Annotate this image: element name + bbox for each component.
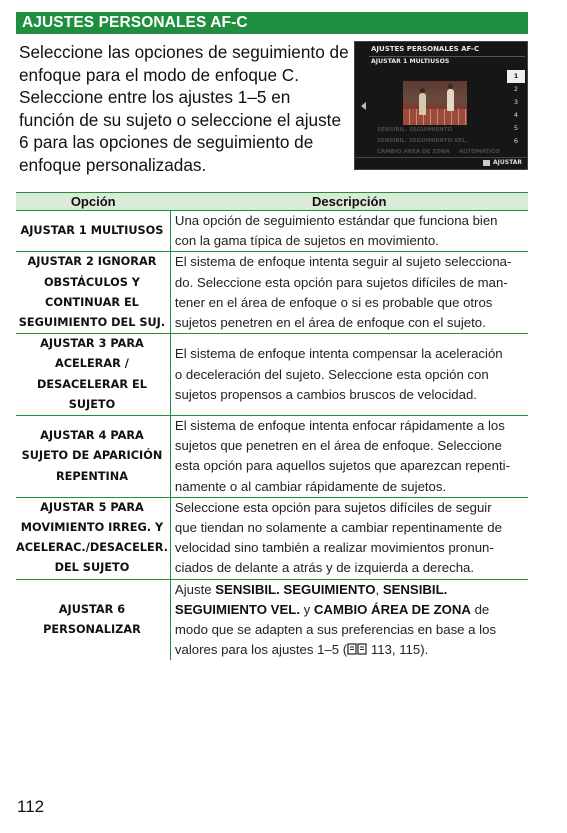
camera-menu-title: AJUSTES PERSONALES AF-C <box>371 45 480 53</box>
option-line: AJUSTAR 1 MULTIUSOS <box>20 224 164 238</box>
table-row-4 <box>16 416 528 498</box>
camera-param-2: SENSIBIL. SEGUIMIENTO VEL. <box>377 138 468 144</box>
table-row-5 <box>16 497 528 579</box>
table-row-2 <box>16 252 528 334</box>
description-cell <box>170 334 528 416</box>
desc-line: velocidad sino también a realizar movimientos pronun- <box>174 540 494 556</box>
option-line: AJUSTAR 6 <box>58 602 126 616</box>
desc-line: Una opción de seguimiento estándar que funciona bien <box>174 213 498 228</box>
set-key-icon <box>483 160 490 166</box>
description-cell <box>170 211 528 252</box>
camera-set-label <box>483 159 522 166</box>
camera-setting-numbers <box>507 70 525 148</box>
desc-line: esta opción para aquellos sujetos que aparezcan repenti- <box>174 458 510 474</box>
option-cell <box>16 497 170 579</box>
camera-setting-2: 2 <box>513 85 519 93</box>
option-cell <box>16 579 170 660</box>
runners-photo <box>403 81 467 125</box>
camera-set-text: AJUSTAR <box>493 159 522 166</box>
option-cell <box>16 211 170 252</box>
page-number: 112 <box>17 797 45 816</box>
option-line: SUJETO DE APARICIÓN <box>21 449 163 463</box>
description-cell <box>170 579 528 660</box>
option-line: SUJETO <box>68 397 116 411</box>
option-line: CONTINUAR EL <box>45 295 139 309</box>
camera-setting-3: 3 <box>513 98 519 106</box>
camera-setting-5: 5 <box>513 124 519 132</box>
desc-line: modo que se adapten a sus preferencias en base a los <box>174 622 497 638</box>
camera-setting-1: 1 <box>507 70 525 83</box>
header-description: Descripción <box>170 193 528 211</box>
option-cell <box>16 252 170 334</box>
desc-line: El sistema de enfoque intenta enfocar rápidamente a los <box>174 418 505 434</box>
section-header: AJUSTES PERSONALES AF-C <box>16 12 528 34</box>
camera-param-1: SENSIBIL. SEGUIMIENTO <box>377 127 453 133</box>
option-line: AJUSTAR 5 PARA <box>40 500 144 514</box>
desc-line: do. Seleccione esta opción para sujetos difíciles de man- <box>174 274 508 290</box>
desc-line: con la gama típica de sujetos en movimiento. <box>174 233 439 249</box>
desc-line: que tiendan no solamente a cambiar repentinamente de <box>174 520 502 536</box>
desc-line: SEGUIMIENTO VEL. y CAMBIO ÁREA DE ZONA de <box>174 601 490 617</box>
camera-menu-screenshot <box>354 41 528 170</box>
desc-line: o deceleración del sujeto. Seleccione esta opción con <box>174 366 489 382</box>
description-cell <box>170 497 528 579</box>
desc-line: El sistema de enfoque intenta seguir al sujeto selecciona- <box>174 254 512 270</box>
desc-line: ciados de delante a atrás y de izquierda a derecha. <box>174 560 475 576</box>
desc-line: tener en el área de enfoque o si es probable que otros <box>174 294 493 310</box>
option-line: AJUSTAR 4 PARA <box>40 429 144 443</box>
book-icon <box>347 643 367 655</box>
option-line: PERSONALIZAR <box>43 623 141 637</box>
option-line: OBSTÁCULOS Y <box>43 275 140 289</box>
option-line: AJUSTAR 3 PARA <box>40 337 144 351</box>
desc-line: El sistema de enfoque intenta compensar la aceleración <box>174 346 503 362</box>
header-option: Opción <box>16 193 170 211</box>
options-table <box>16 192 528 660</box>
camera-param-value-3: AUTOMÁTICO <box>459 149 500 155</box>
camera-setting-4: 4 <box>513 111 519 119</box>
camera-setting-6: 6 <box>513 137 519 145</box>
description-cell <box>170 252 528 334</box>
left-arrow-icon <box>361 102 366 110</box>
desc-line: Seleccione esta opción para sujetos difíciles de seguir <box>174 499 492 515</box>
description-cell <box>170 416 528 498</box>
intro-paragraph: Seleccione las opciones de seguimiento de enfoque para el modo de enfoque C. Seleccione entre los ajustes 1–5 en función de su sujeto o seleccione el ajuste 6 para las opciones de seguimiento de enfoque personalizadas. <box>19 42 349 175</box>
desc-line: sujetos propensos a cambios bruscos de velocidad. <box>174 386 477 402</box>
desc-line: namente o al cambiar rápidamente de sujetos. <box>174 478 447 494</box>
table-header-row <box>16 193 528 211</box>
option-line: DEL SUJETO <box>54 561 130 575</box>
option-line: MOVIMIENTO IRREG. Y <box>20 521 164 535</box>
camera-bottom-bar <box>355 157 527 169</box>
table-row-1 <box>16 211 528 252</box>
option-cell <box>16 334 170 416</box>
desc-line: sujetos penetren en el área de enfoque con el sujeto. <box>174 315 486 331</box>
option-line: ACELERAC./DESACELER. <box>16 541 168 555</box>
option-line: SEGUIMIENTO DEL SUJ. <box>18 316 166 330</box>
desc-line: Ajuste SENSIBIL. SEGUIMIENTO, SENSIBIL. <box>174 581 448 597</box>
desc-line: sujetos que penetren en el área de enfoque. Seleccione <box>174 438 502 454</box>
table-row-6 <box>16 579 528 660</box>
table-row-3 <box>16 334 528 416</box>
option-line: ACELERAR / <box>55 357 129 371</box>
camera-divider <box>369 56 525 57</box>
option-line: REPENTINA <box>55 469 128 483</box>
option-cell <box>16 416 170 498</box>
desc-line: valores para los ajustes 1–5 ( 113, 115). <box>174 642 429 658</box>
option-line: DESACELERAR EL <box>37 377 147 391</box>
camera-param-3: CAMBIO ÁREA DE ZONA <box>377 149 450 155</box>
camera-menu-subtitle: AJUSTAR 1 MULTIUSOS <box>371 58 450 65</box>
option-line: AJUSTAR 2 IGNORAR <box>27 255 157 269</box>
